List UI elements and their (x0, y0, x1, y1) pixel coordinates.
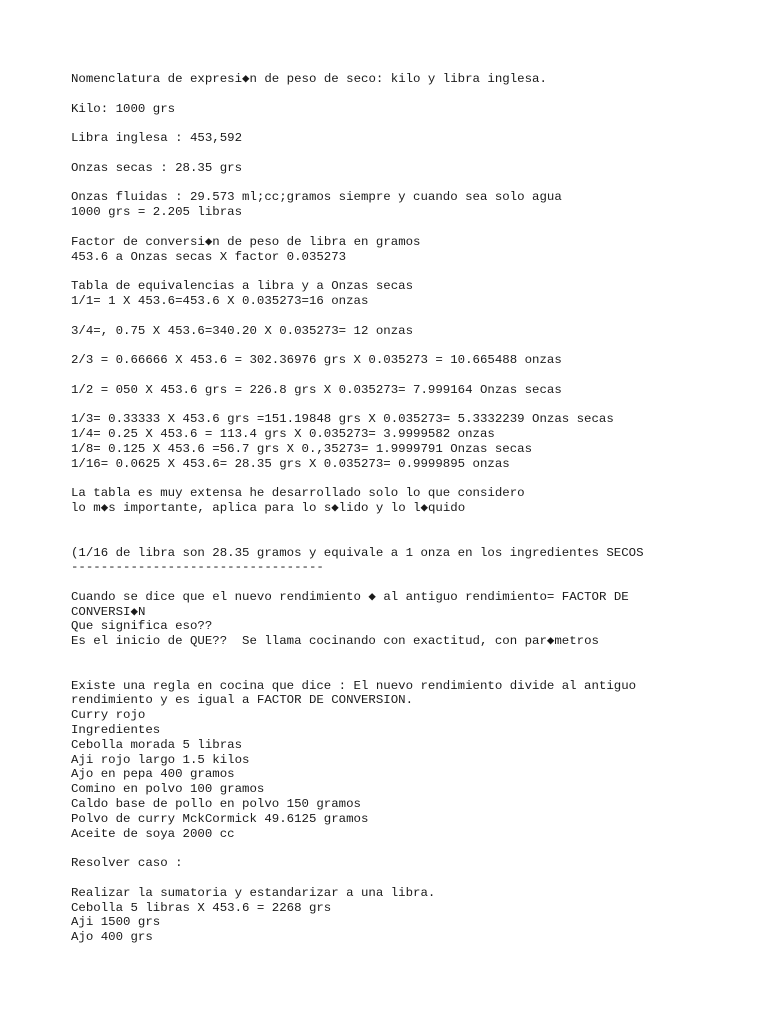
text-line: Aji rojo largo 1.5 kilos (71, 752, 250, 767)
blank-line (71, 176, 751, 191)
text-line: Cebolla 5 libras X 453.6 = 2268 grs (71, 900, 332, 915)
text-line: Onzas secas : 28.35 grs (71, 160, 243, 175)
text-line: 453.6 a Onzas secas X factor 0.035273 (71, 249, 347, 264)
text-line: Tabla de equivalencias a libra y a Onzas secas (71, 279, 414, 294)
blank-line (71, 309, 751, 324)
text-line: Resolver caso : (71, 856, 183, 871)
blank-line (71, 575, 751, 590)
text-line: Aji 1500 grs (71, 915, 161, 930)
blank-line (71, 649, 751, 664)
blank-line (71, 146, 751, 161)
text-line: Kilo: 1000 grs (71, 101, 176, 116)
text-line: Polvo de curry MckCormick 49.6125 gramos (71, 811, 369, 826)
text-line: 1/3= 0.33333 X 453.6 grs =151.19848 grs X 0.035273= 5.3332239 Onzas secas (71, 412, 614, 427)
text-line: 1000 grs = 2.205 libras (71, 205, 243, 220)
text-line: Factor de conversi◆n de peso de libra en gramos (71, 234, 421, 249)
blank-line (71, 338, 751, 353)
text-line: 3/4=, 0.75 X 453.6=340.20 X 0.035273= 12 onzas (71, 323, 414, 338)
blank-line (71, 398, 751, 413)
text-line: Aceite de soya 2000 cc (71, 826, 235, 841)
text-line: Existe una regla en cocina que dice : El nuevo rendimiento divide al antiguo (71, 678, 637, 693)
text-line: Realizar la sumatoria y estandarizar a una libra. (71, 885, 436, 900)
text-line: 2/3 = 0.66666 X 453.6 = 302.36976 grs X 0.035273 = 10.665488 onzas (71, 353, 562, 368)
text-line: Curry rojo (71, 708, 146, 723)
text-line: Ajo 400 grs (71, 930, 153, 945)
blank-line (71, 368, 751, 383)
text-line: Onzas fluidas : 29.573 ml;cc;gramos siempre y cuando sea solo agua (71, 190, 562, 205)
blank-line (71, 531, 751, 546)
text-line: CONVERSI◆N (71, 604, 146, 619)
text-line: rendimiento y es igual a FACTOR DE CONVERSION. (71, 693, 414, 708)
blank-line (71, 87, 751, 102)
blank-line (71, 116, 751, 131)
text-line: 1/16= 0.0625 X 453.6= 28.35 grs X 0.035273= 0.9999895 onzas (71, 456, 510, 471)
text-line: Nomenclatura de expresi◆n de peso de seco: kilo y libra inglesa. (71, 72, 547, 86)
text-line: Ajo en pepa 400 gramos (71, 767, 235, 782)
blank-line (71, 664, 751, 679)
blank-line (71, 841, 751, 856)
text-line: Comino en polvo 100 gramos (71, 782, 265, 797)
blank-line (71, 516, 751, 531)
text-line: Que significa eso?? (71, 619, 213, 634)
text-line: (1/16 de libra son 28.35 gramos y equivale a 1 onza en los ingredientes SECOS (71, 545, 644, 560)
text-line: 1/8= 0.125 X 453.6 =56.7 grs X 0.,35273= 1.9999791 Onzas secas (71, 441, 533, 456)
blank-line (71, 472, 751, 487)
text-line: Es el inicio de QUE?? Se llama cocinando con exactitud, con par◆metros (71, 634, 599, 649)
text-line: ---------------------------------- (71, 560, 324, 575)
text-line: 1/2 = 050 X 453.6 grs = 226.8 grs X 0.035273= 7.999164 Onzas secas (71, 382, 562, 397)
text-line: lo m◆s importante, aplica para lo s◆lido y lo l◆quido (71, 501, 466, 516)
document-page (71, 72, 751, 945)
blank-line (71, 220, 751, 235)
text-line: Cebolla morada 5 libras (71, 737, 243, 752)
text-line: Cuando se dice que el nuevo rendimiento ◆ al antiguo rendimiento= FACTOR DE (71, 589, 629, 604)
text-line: 1/1= 1 X 453.6=453.6 X 0.035273=16 onzas (71, 293, 369, 308)
blank-line (71, 871, 751, 886)
text-line: Caldo base de pollo en polvo 150 gramos (71, 797, 361, 812)
text-line: 1/4= 0.25 X 453.6 = 113.4 grs X 0.035273= 3.9999582 onzas (71, 427, 495, 442)
text-line: La tabla es muy extensa he desarrollado solo lo que considero (71, 486, 525, 501)
text-line: Libra inglesa : 453,592 (71, 131, 243, 146)
blank-line (71, 264, 751, 279)
text-line: Ingredientes (71, 723, 161, 738)
